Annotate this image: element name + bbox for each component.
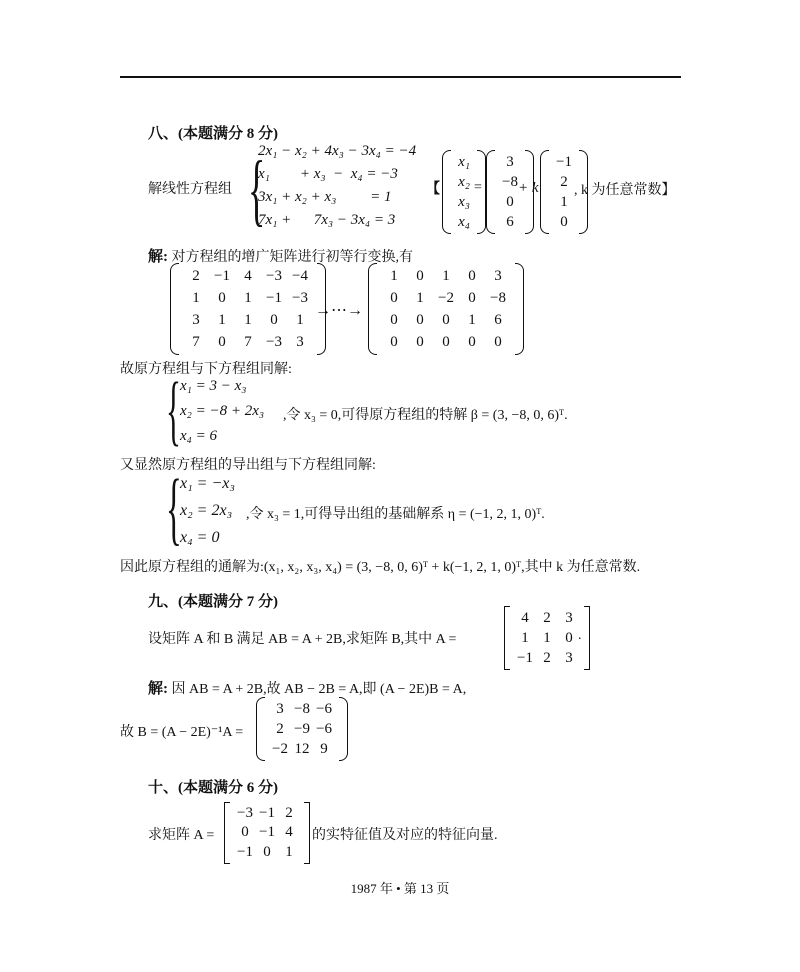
vector-p-cell: 6	[506, 213, 514, 230]
answer-open-bracket: 【	[426, 182, 440, 197]
matrix-b-cell: 2	[276, 720, 284, 737]
vector-h-cell: −1	[556, 153, 572, 170]
same-solution-text: 故原方程组与下方程组同解:	[120, 362, 292, 377]
reduced-matrix-cell: −2	[438, 289, 454, 306]
augmented-matrix-cell: −1	[214, 267, 230, 284]
equation-4: 7x₁ + 7x₃ − 3x₄ = 3	[258, 212, 396, 228]
equation-1: 2x₁ − x₂ + 4x₃ − 3x₄ = −4	[258, 143, 417, 159]
particular-solution-note: ,令 x₃ = 0,可得原方程组的特解 β = (3, −8, 0, 6)ᵀ.	[283, 408, 568, 423]
reduced-matrix-cell: 0	[416, 311, 424, 328]
reduced-matrix-cell: −8	[490, 289, 506, 306]
augmented-matrix-cell: −3	[266, 267, 282, 284]
derived-system-text: 又显然原方程组的导出组与下方程组同解:	[120, 458, 376, 473]
vector-p-cell: 3	[506, 153, 514, 170]
augmented-matrix-cell: 0	[218, 289, 226, 306]
matrix-10-cell: −1	[259, 824, 275, 841]
augmented-matrix-cell: 0	[218, 333, 226, 350]
equation-3: 3x₁ + x₂ + x₃ = 1	[258, 189, 392, 205]
matrix-a-cell: 0	[565, 629, 573, 646]
system-2-brace: {	[166, 462, 182, 553]
reduced-matrix-cell: 1	[442, 267, 450, 284]
solution-line-9: 因 AB = A + 2B,故 AB − 2B = A,即 (A − 2E)B = A,	[171, 682, 467, 697]
augmented-matrix-cell: −3	[266, 333, 282, 350]
matrix-10-cell: 0	[263, 843, 271, 860]
problem-9-statement: 设矩阵 A 和 B 满足 AB = A + 2B,求矩阵 B,其中 A =	[148, 632, 457, 647]
reduced-matrix-cell: 3	[494, 267, 502, 284]
augmented-matrix-cell: 3	[296, 333, 304, 350]
problem-10-heading: 十、(本题满分 6 分)	[148, 780, 278, 796]
matrix-10-cell: 2	[285, 805, 293, 822]
result-prefix-9: 故 B = (A − 2E)⁻¹A =	[120, 725, 244, 740]
answer-equals: =	[474, 180, 482, 195]
vector-x-cell: x₂	[458, 173, 470, 190]
solution-label-9: 解:	[148, 681, 168, 697]
problem-9-heading: 九、(本题满分 7 分)	[148, 594, 278, 610]
reduced-matrix-cell: 0	[442, 311, 450, 328]
matrix-b-cell: −6	[316, 720, 332, 737]
matrix-10-cell: −1	[237, 843, 253, 860]
augmented-matrix-cell: 4	[244, 267, 252, 284]
problem-8-label: 解线性方程组	[148, 182, 232, 197]
matrix-b-cell: −2	[272, 740, 288, 757]
augmented-matrix-cell: 2	[192, 267, 200, 284]
system-brace: {	[248, 146, 266, 234]
reduced-matrix-cell: 0	[494, 333, 502, 350]
reduced-matrix-cell: 6	[494, 311, 502, 328]
system-1-eq-2: x₂ = −8 + 2x₃	[180, 403, 265, 419]
solution-intro-8: 对方程组的增广矩阵进行初等行变换,有	[171, 250, 413, 265]
system-1-eq-3: x₄ = 6	[180, 428, 217, 444]
augmented-matrix-cell: 0	[270, 311, 278, 328]
system-2-eq-3: x₄ = 0	[180, 529, 220, 546]
reduced-matrix-cell: 0	[416, 333, 424, 350]
matrix-b-cell: 12	[294, 740, 310, 757]
augmented-matrix-cell: −4	[292, 267, 308, 284]
augmented-matrix-cell: −1	[266, 289, 282, 306]
system-1-brace: {	[166, 366, 181, 453]
augmented-matrix-cell: 7	[192, 333, 200, 350]
matrix-b-cell: −9	[294, 720, 310, 737]
vector-h-cell: 0	[560, 213, 568, 230]
reduced-matrix-cell: 1	[390, 267, 398, 284]
solution-label-8: 解:	[148, 249, 168, 265]
matrix-a-cell: −1	[517, 649, 533, 666]
matrix-a-cell: 1	[543, 629, 551, 646]
reduced-matrix-cell: 0	[390, 289, 398, 306]
reduced-matrix-cell: 1	[416, 289, 424, 306]
reduced-matrix	[368, 263, 524, 355]
vector-p-cell: 0	[506, 193, 514, 210]
matrix-b-cell: −8	[294, 700, 310, 717]
reduced-matrix-cell: 0	[468, 333, 476, 350]
augmented-matrix	[170, 263, 326, 355]
augmented-matrix-cell: 3	[192, 311, 200, 328]
reduced-matrix-cell: 0	[468, 267, 476, 284]
reduced-matrix-cell: 1	[468, 311, 476, 328]
matrix-b-cell: 9	[320, 740, 328, 757]
system-2-eq-1: x₁ = −x₃	[180, 475, 235, 492]
matrix-a-cell: 3	[565, 609, 573, 626]
vector-x-cell: x₃	[458, 193, 470, 210]
reduced-matrix-cell: 0	[468, 289, 476, 306]
augmented-matrix-cell: 1	[244, 289, 252, 306]
basis-solution-note: ,令 x₃ = 1,可得导出组的基础解系 η = (−1, 2, 1, 0)ᵀ.	[246, 507, 545, 522]
reduced-matrix-cell: 0	[390, 311, 398, 328]
augmented-matrix-cell: 1	[192, 289, 200, 306]
matrix-10-cell: 1	[285, 843, 293, 860]
vector-h-cell: 2	[560, 173, 568, 190]
matrix-b	[256, 697, 348, 761]
augmented-matrix-cell: −3	[292, 289, 308, 306]
matrix-a-cell: 1	[521, 629, 529, 646]
augmented-matrix-cell: 1	[244, 311, 252, 328]
general-solution: 因此原方程组的通解为:(x₁, x₂, x₃, x₄) = (3, −8, 0, 6)ᵀ + k(−1, 2, 1, 0)ᵀ,其中 k 为任意常数.	[120, 560, 641, 575]
matrix-b-cell: 3	[276, 700, 284, 717]
vector-x-cell: x₁	[458, 153, 470, 170]
matrix-10-cell: 0	[241, 824, 249, 841]
matrix-b-cell: −6	[316, 700, 332, 717]
transform-arrow: →⋯→	[315, 302, 363, 319]
matrix-a-cell: 2	[543, 609, 551, 626]
page-footer: 1987 年 • 第 13 页	[350, 881, 450, 896]
reduced-matrix-cell: 0	[416, 267, 424, 284]
matrix-10	[224, 802, 310, 864]
problem-8-heading: 八、(本题满分 8 分)	[148, 126, 278, 142]
augmented-matrix-cell: 1	[218, 311, 226, 328]
problem-10-suffix: 的实特征值及对应的特征向量.	[312, 828, 498, 843]
reduced-matrix-cell: 0	[442, 333, 450, 350]
answer-tail: , k 为任意常数】	[574, 183, 676, 198]
matrix-10-cell: −3	[237, 805, 253, 822]
equation-2: x₁ + x₃ − x₄ = −3	[258, 166, 398, 182]
reduced-matrix-cell: 0	[390, 333, 398, 350]
vector-h-cell: 1	[560, 193, 568, 210]
problem-9-period: .	[578, 628, 582, 643]
matrix-a-cell: 4	[521, 609, 529, 626]
vector-p-cell: −8	[502, 173, 518, 190]
system-1-eq-1: x₁ = 3 − x₃	[180, 378, 247, 394]
matrix-a-cell: 2	[543, 649, 551, 666]
system-2-eq-2: x₂ = 2x₃	[180, 502, 233, 519]
matrix-10-cell: −1	[259, 805, 275, 822]
augmented-matrix-cell: 1	[296, 311, 304, 328]
vector-x-cell: x₄	[458, 213, 470, 230]
augmented-matrix-cell: 7	[244, 333, 252, 350]
matrix-a-cell: 3	[565, 649, 573, 666]
answer-plus-k: + k	[518, 180, 539, 196]
header-rule	[120, 76, 681, 78]
matrix-10-cell: 4	[285, 824, 293, 841]
problem-10-prefix: 求矩阵 A =	[148, 828, 215, 843]
